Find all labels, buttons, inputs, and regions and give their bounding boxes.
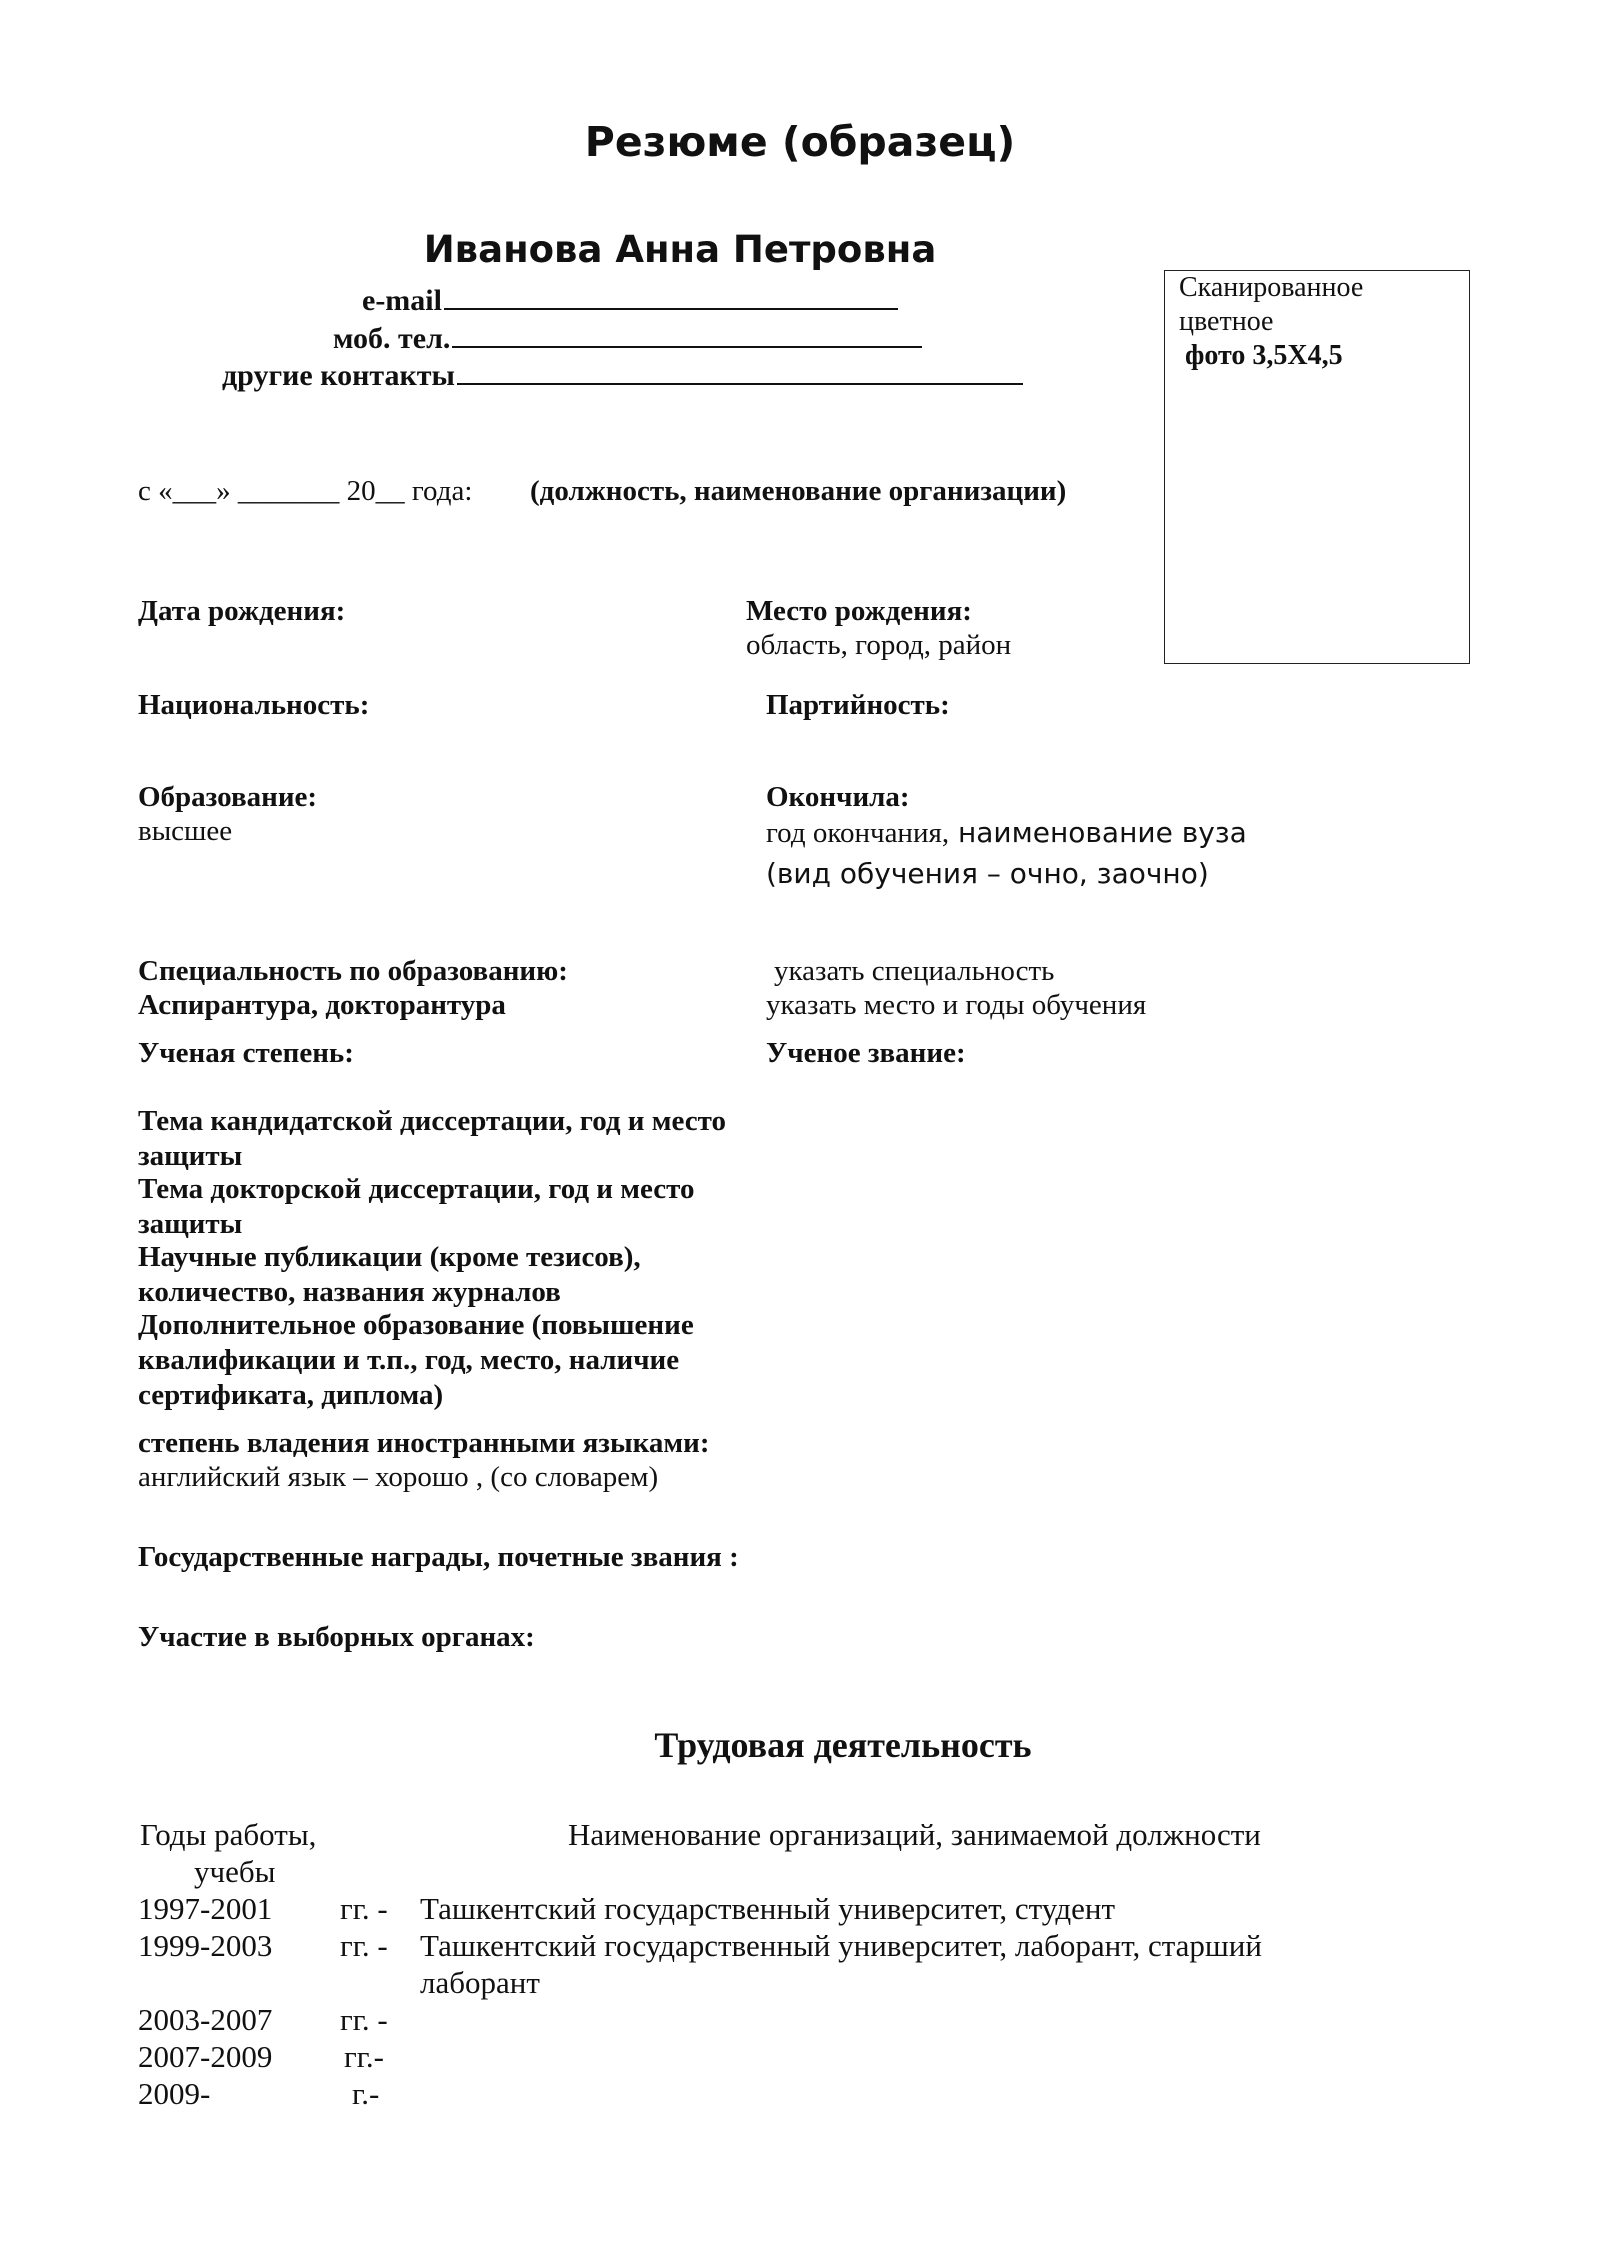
photo-size-text: фото 3,5Х4,5: [1185, 340, 1343, 371]
table-row: [138, 2038, 1368, 2075]
languages-label: степень владения иностранными языками:: [138, 1427, 710, 1459]
work-col-years-line2: учебы: [194, 1854, 276, 1889]
work-description: [420, 2038, 1368, 2075]
work-years-suffix: гг. -: [340, 1928, 388, 1963]
publications-label: Научные публикации (кроме тезисов), количество, названия журналов: [138, 1241, 641, 1308]
doctoral-thesis-label: Тема докторской диссертации, год и место защиты: [138, 1173, 695, 1240]
work-years-suffix: г.-: [352, 2076, 380, 2111]
work-years-suffix: гг.-: [344, 2039, 385, 2074]
awards-label: Государственные награды, почетные звания :: [138, 1541, 739, 1573]
graduated-label: Окончила:: [766, 781, 910, 813]
work-col-years-header: [140, 1816, 316, 1890]
work-col-org-header: Наименование организаций, занимаемой должности: [568, 1817, 1261, 1852]
work-description: Ташкентский государственный университет, студент: [420, 1891, 1116, 1926]
education-label: Образование:: [138, 781, 318, 813]
since-date: с «___» _______ 20__ года:: [138, 475, 473, 507]
birth-date-label: Дата рождения:: [138, 595, 346, 627]
graduated-study-mode: (вид обучения – очно, заочно): [766, 857, 1209, 890]
work-years-suffix: гг. -: [340, 2002, 388, 2037]
table-row: [138, 1927, 1368, 2001]
email-label: e-mail: [362, 284, 442, 317]
phone-label: моб. тел.: [333, 322, 451, 355]
work-description: [420, 2001, 1368, 2038]
work-years: 2003-2007: [138, 2002, 273, 2037]
work-table: [138, 1890, 1368, 2112]
phone-field[interactable]: [452, 316, 922, 348]
other-contacts-label: другие контакты: [222, 359, 455, 392]
work-col-years-line1: Годы работы,: [140, 1817, 317, 1852]
photo-placeholder: [1164, 270, 1470, 664]
graduated-university: наименование вуза: [949, 816, 1247, 849]
work-years: 2009-: [138, 2076, 211, 2111]
nationality-label: Национальность:: [138, 689, 370, 721]
photo-text-line2: цветное: [1179, 306, 1274, 337]
education-value: высшее: [138, 815, 233, 847]
email-field[interactable]: [444, 278, 898, 310]
elected-bodies-label: Участие в выборных органах:: [138, 1621, 535, 1653]
table-row: [138, 2075, 1368, 2112]
work-description: [420, 2075, 1368, 2112]
work-heading: Трудовая деятельность: [654, 1725, 1032, 1765]
work-years: 2007-2009: [138, 2039, 273, 2074]
photo-text-line1: Сканированное: [1179, 272, 1364, 303]
table-row: [138, 1890, 1368, 1927]
work-years: 1999-2003: [138, 1928, 273, 1963]
work-description: Ташкентский государственный университет, лаборант, старший лаборант: [420, 1928, 1262, 2000]
degree-label: Ученая степень:: [138, 1037, 354, 1069]
birth-place-label: Место рождения:: [746, 595, 972, 627]
academic-title-label: Ученое звание:: [766, 1037, 966, 1069]
postgrad-value: указать место и годы обучения: [766, 989, 1147, 1021]
languages-value: английский язык – хорошо , (со словарем): [138, 1461, 659, 1493]
party-label: Партийность:: [766, 689, 950, 721]
full-name: Иванова Анна Петровна: [423, 228, 937, 271]
page-title: Резюме (образец): [584, 118, 1016, 166]
birth-place-value: область, город, район: [746, 629, 1012, 661]
specialty-value: указать специальность: [774, 955, 1055, 987]
work-years: 1997-2001: [138, 1891, 273, 1926]
postgrad-label: Аспирантура, докторантура: [138, 989, 506, 1021]
candidate-thesis-label: Тема кандидатской диссертации, год и место защиты: [138, 1105, 726, 1172]
email-line: [362, 278, 898, 319]
specialty-label: Специальность по образованию:: [138, 955, 568, 987]
phone-line: [333, 316, 922, 357]
graduated-year: год окончания,: [766, 817, 950, 849]
additional-education-label: Дополнительное образование (повышение квалификации и т.п., год, место, наличие сертификата, диплома): [138, 1309, 694, 1411]
current-position: (должность, наименование организации): [530, 475, 1067, 507]
other-contacts-line: [222, 353, 1023, 394]
work-years-suffix: гг. -: [340, 1891, 388, 1926]
table-row: [138, 2001, 1368, 2038]
other-contacts-field[interactable]: [457, 353, 1023, 385]
graduated-value: [766, 816, 1247, 851]
